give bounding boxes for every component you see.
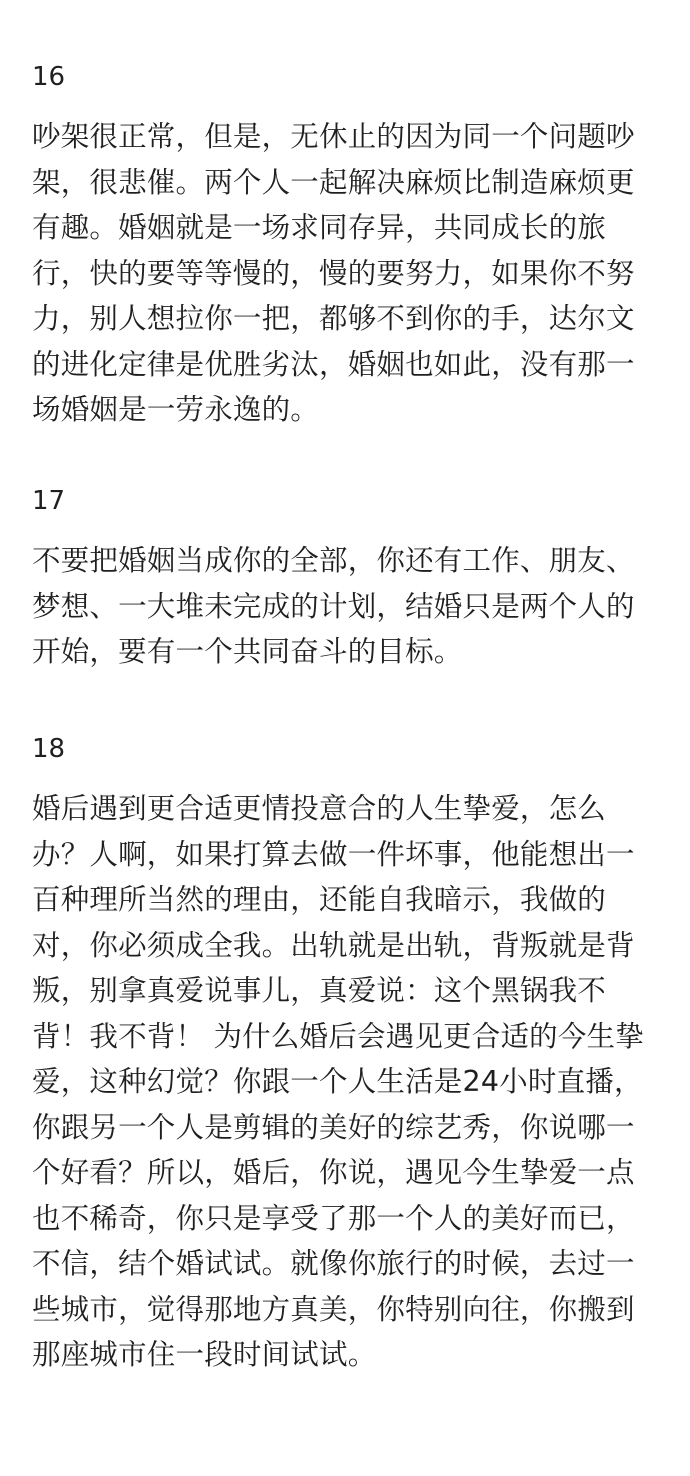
paragraph-line: 对，你必须成全我。出轨就是出轨，背叛就是背 (32, 928, 635, 962)
paragraph-line: 不要把婚姻当成你的全部，你还有工作、朋友、 (32, 544, 635, 577)
section-paragraph (32, 786, 658, 1378)
section-paragraph (32, 114, 658, 433)
section-17 (32, 486, 658, 675)
paragraph-line: 的进化定律是优胜劣汰，婚姻也如此，没有那一 (32, 347, 635, 381)
paragraph-line: 力，别人想拉你一把，都够不到你的手，达尔文 (32, 302, 635, 335)
paragraph-line: 吵架很正常，但是，无休止的因为同一个问题吵 (32, 120, 635, 153)
paragraph-line: 不信，结个婚试试。就像你旅行的时候，去过一 (32, 1247, 635, 1280)
section-paragraph (32, 538, 658, 675)
paragraph-line: 叛，别拿真爱说事儿，真爱说：这个黑锅我不 (32, 974, 607, 1007)
paragraph-line: 你跟另一个人是剪辑的美好的综艺秀，你说哪一 (32, 1110, 635, 1144)
paragraph-line: 开始，要有一个共同奋斗的目标。 (32, 635, 463, 668)
paragraph-line: 行，快的要等等慢的，慢的要努力，如果你不努 (32, 256, 635, 290)
paragraph-line: 婚后遇到更合适更情投意合的人生挚爱，怎么 (32, 792, 607, 825)
section-16 (32, 62, 658, 433)
paragraph-line: 也不稀奇，你只是享受了那一个人的美好而已， (32, 1201, 635, 1235)
paragraph-line: 架，很悲催。两个人一起解决麻烦比制造麻烦更 (32, 165, 635, 199)
paragraph-line: 那座城市住一段时间试试。 (32, 1338, 377, 1371)
paragraph-line: 梦想、一大堆未完成的计划，结婚只是两个人的 (32, 589, 635, 623)
paragraph-line: 有趣。婚姻就是一场求同存异，共同成长的旅 (32, 211, 607, 244)
section-18 (32, 734, 658, 1378)
section-number: 18 (32, 734, 66, 764)
paragraph-line: 场婚姻是一劳永逸的。 (32, 393, 320, 426)
paragraph-line: 些城市，觉得那地方真美，你特别向往，你搬到 (32, 1292, 635, 1326)
paragraph-line: 爱，这种幻觉？你跟一个人生活是24小时直播， (32, 1065, 643, 1098)
paragraph-line: 百种理所当然的理由，还能自我暗示，我做的 (32, 883, 607, 916)
section-number: 17 (32, 486, 66, 516)
paragraph-line: 背！我不背！ 为什么婚后会遇见更合适的今生挚 (32, 1019, 644, 1053)
section-number: 16 (32, 62, 66, 92)
paragraph-line: 个好看？所以，婚后，你说，遇见今生挚爱一点 (32, 1156, 635, 1189)
paragraph-line: 办？人啊，如果打算去做一件坏事，他能想出一 (32, 837, 635, 871)
